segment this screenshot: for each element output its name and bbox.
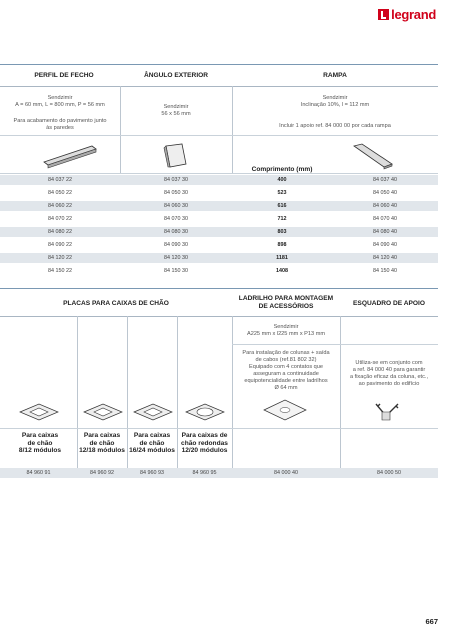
- ref-cell: 84 960 91: [26, 469, 51, 476]
- length-cell: 712: [277, 215, 287, 222]
- ref-cell: 84 080 22: [48, 228, 72, 235]
- length-cell: 803: [277, 228, 287, 235]
- placa-label-redonda: Para caixas de chão redondas 12/20 módulos: [181, 432, 228, 455]
- rampa-note: Incluir 1 apoio ref. 84 000 00 por cada rampa: [279, 123, 391, 129]
- rule-top: [0, 64, 438, 65]
- rule-header: [0, 86, 438, 87]
- length-cell: 400: [277, 176, 287, 183]
- ladrilho-illustration: [262, 398, 308, 422]
- perfil-usage: Para acabamento do pavimento junto às paredes: [13, 118, 107, 131]
- ref-cell: 84 960 95: [192, 469, 217, 476]
- ref-cell: 84 060 30: [164, 202, 188, 209]
- ref-cell: 84 060 22: [48, 202, 72, 209]
- rampa-illustration: [350, 140, 396, 170]
- placa-1624-illustration: [132, 402, 174, 422]
- header-angulo: ÂNGULO EXTERIOR: [143, 72, 209, 79]
- length-cell: 616: [277, 202, 287, 209]
- ref-cell: 84 050 30: [164, 189, 188, 196]
- table-row: [0, 175, 438, 185]
- angulo-illustration: [160, 140, 190, 170]
- ref-cell: 84 150 22: [48, 267, 72, 274]
- length-cell: 1408: [276, 267, 288, 274]
- ref-cell: 84 150 30: [164, 267, 188, 274]
- rule-images: [0, 173, 438, 174]
- ref-cell: 84 070 40: [373, 215, 397, 222]
- header-ladrilho: LADRILHO PARA MONTAGEM DE ACESSÓRIOS: [238, 295, 334, 310]
- ref-cell: 84 090 30: [164, 241, 188, 248]
- ref-cell: 84 080 30: [164, 228, 188, 235]
- ref-cell: 84 090 40: [373, 241, 397, 248]
- ref-cell: 84 960 93: [140, 469, 164, 476]
- table-row: [0, 188, 438, 198]
- esquadro-illustration: [372, 398, 404, 424]
- ref-cell: 84 050 22: [48, 189, 72, 196]
- rule-top-2: [0, 288, 438, 289]
- ref-cell: 84 060 40: [373, 202, 397, 209]
- table-row: [0, 266, 438, 276]
- table-row: [0, 240, 438, 250]
- ref-cell: 84 120 22: [48, 254, 72, 261]
- legrand-logo-icon: [378, 9, 389, 20]
- rule-header-2: [0, 316, 438, 317]
- ladrilho-description: Sendzimir A225 mm x l225 mm x P13 mm: [246, 324, 326, 337]
- ref-cell: 84 120 30: [164, 254, 188, 261]
- length-cell: 898: [277, 241, 287, 248]
- rule-sub: [232, 344, 438, 345]
- brand-name: legrand: [391, 6, 436, 22]
- page-number: 667: [425, 617, 438, 626]
- length-cell: 523: [277, 189, 287, 196]
- rule-desc: [0, 135, 438, 136]
- rule-images-2: [0, 428, 438, 429]
- comprimento-label: Comprimento (mm): [251, 166, 313, 173]
- table-row: [0, 214, 438, 224]
- length-cell: 1181: [276, 254, 288, 261]
- ref-cell: 84 120 40: [373, 254, 397, 261]
- column-divider: [232, 316, 233, 469]
- perfil-illustration: [40, 140, 100, 170]
- ref-cell: 84 000 40: [274, 469, 298, 476]
- ref-cell: 84 090 22: [48, 241, 72, 248]
- ladrilho-details: Para instalação de colunas + saída de cabos (ref.81 802 32) Equipado com 4 contatos que asseguram a continuidade equipotencialidade entre ladrilhos Ø 64 mm: [242, 350, 330, 391]
- legrand-logo: [378, 7, 436, 21]
- ref-cell: 84 960 92: [90, 469, 114, 476]
- table-row: [0, 227, 438, 237]
- ref-cell: 84 080 40: [373, 228, 397, 235]
- ref-cell: 84 037 40: [373, 176, 397, 183]
- accessories-ref-row: [0, 468, 438, 478]
- ref-cell: 84 050 40: [373, 189, 397, 196]
- header-perfil: PERFIL DE FECHO: [34, 72, 94, 79]
- header-esquadro: ESQUADRO DE APOIO: [353, 300, 425, 307]
- placa-label-812: Para caixas de chão 8/12 módulos: [18, 432, 62, 455]
- placa-redonda-illustration: [184, 402, 226, 422]
- table-row: [0, 253, 438, 263]
- ref-cell: 84 037 30: [164, 176, 188, 183]
- header-rampa: RAMPA: [323, 72, 347, 79]
- rampa-description: Sendzimir Inclinação 10%, l = 112 mm: [300, 95, 370, 108]
- ref-cell: 84 000 50: [377, 469, 401, 476]
- column-divider: [120, 86, 121, 173]
- perfil-description: Sendzimir A = 60 mm, L = 800 mm, P = 56 mm: [15, 95, 105, 108]
- table-row: [0, 201, 438, 211]
- column-divider: [340, 316, 341, 469]
- placa-label-1624: Para caixas de chão 16/24 módulos: [129, 432, 175, 455]
- placa-1218-illustration: [82, 402, 124, 422]
- ref-cell: 84 070 30: [164, 215, 188, 222]
- placa-812-illustration: [18, 402, 60, 422]
- angulo-description: Sendzimir 56 x 56 mm: [161, 104, 191, 117]
- ref-cell: 84 070 22: [48, 215, 72, 222]
- header-placas: PLACAS PARA CAIXAS DE CHÃO: [63, 300, 169, 307]
- ref-cell: 84 037 22: [48, 176, 72, 183]
- esquadro-description: Utiliza-se em conjunto com a ref. 84 000 40 para garantir a fixação eficaz da coluna, etc., ao pavimento do edifício: [349, 360, 429, 387]
- placa-label-1218: Para caixas de chão 12/18 módulos: [79, 432, 125, 455]
- ref-cell: 84 150 40: [373, 267, 397, 274]
